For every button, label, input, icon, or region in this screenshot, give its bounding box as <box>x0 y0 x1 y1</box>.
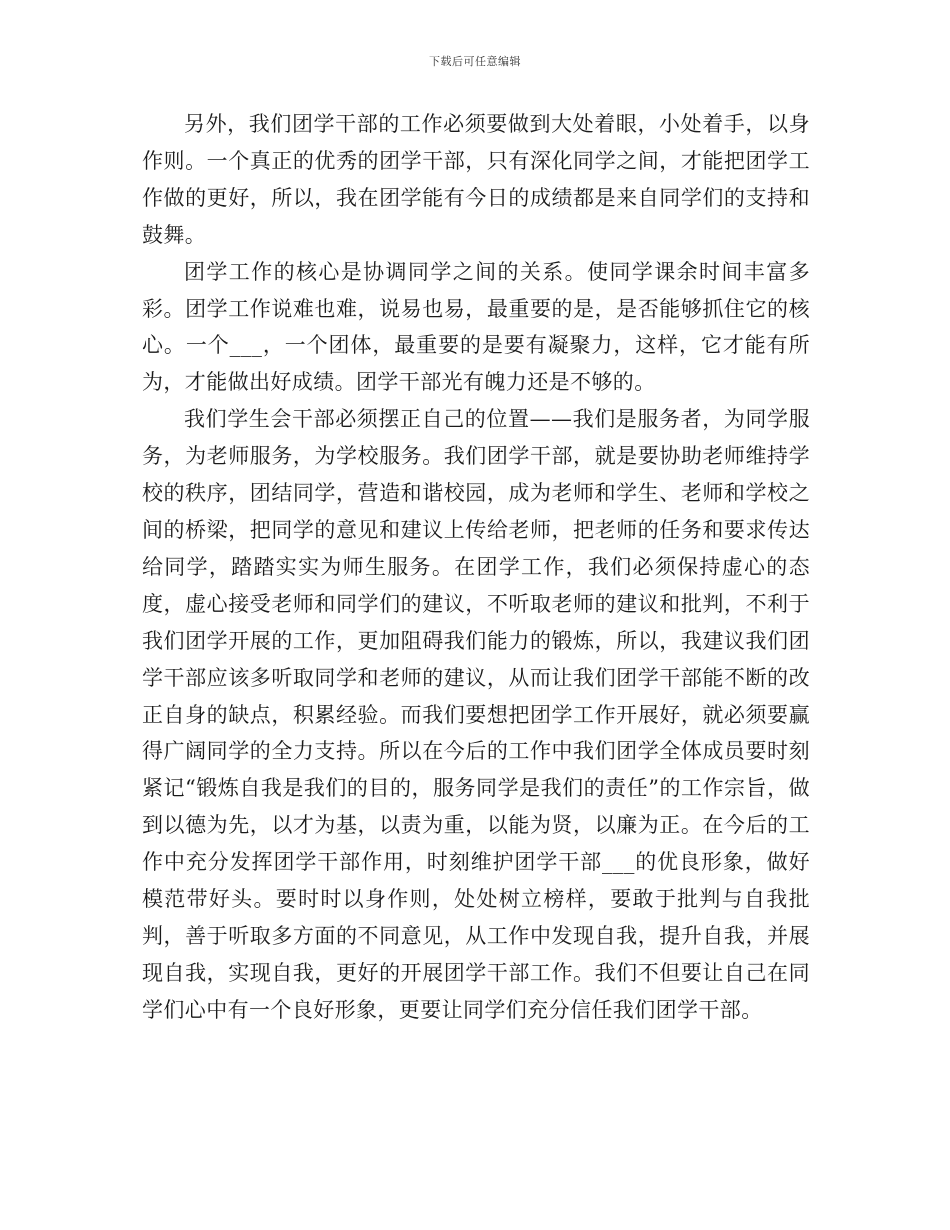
paragraph-3: 我们学生会干部必须摆正自己的位置——我们是服务者，为同学服务，为老师服务，为学校服务。我们团学干部，就是要协助老师维持学校的秩序，团结同学，营造和谐校园，成为老师和学生、老师和学校之间的桥梁，把同学的意见和建议上传给老师，把老师的任务和要求传达给同学，踏踏实实为师生服务。在团学工作，我们必须保持虚心的态度，虚心接受老师和同学们的建议，不听取老师的建议和批判，不利于我们团学开展的工作，更加阻碍我们能力的锻炼，所以，我建议我们团学干部应该多听取同学和老师的建议，从而让我们团学干部能不断的改正自身的缺点，积累经验。而我们要想把团学工作开展好，就必须要赢得广阔同学的全力支持。所以在今后的工作中我们团学全体成员要时刻紧记“锻炼自我是我们的目的，服务同学是我们的责任”的工作宗旨，做到以德为先，以才为基，以责为重，以能为贤，以廉为正。在今后的工作中充分发挥团学干部作用，时刻维护团学干部___的优良形象，做好模范带好头。要时时以身作则，处处树立榜样，要敢于批判与自我批判，善于听取多方面的不同意见，从工作中发现自我，提升自我，并展现自我，实现自我，更好的开展团学干部工作。我们不但要让自己在同学们心中有一个良好形象，更要让同学们充分信任我们团学干部。 <box>142 407 810 1022</box>
document-body <box>142 106 810 1029</box>
paragraph-1: 另外，我们团学干部的工作必须要做到大处着眼，小处着手，以身作则。一个真正的优秀的团学干部，只有深化同学之间，才能把团学工作做的更好，所以，我在团学能有今日的成绩都是来自同学们的支持和鼓舞。 <box>142 112 810 247</box>
page-header: 下载后可任意编辑 <box>429 55 521 68</box>
paragraph-2: 团学工作的核心是协调同学之间的关系。使同学课余时间丰富多彩。团学工作说难也难，说易也易，最重要的是，是否能够抓住它的核心。一个___，一个团体，最重要的是要有凝聚力，这样，它才能有所为，才能做出好成绩。团学干部光有魄力还是不够的。 <box>142 259 810 395</box>
